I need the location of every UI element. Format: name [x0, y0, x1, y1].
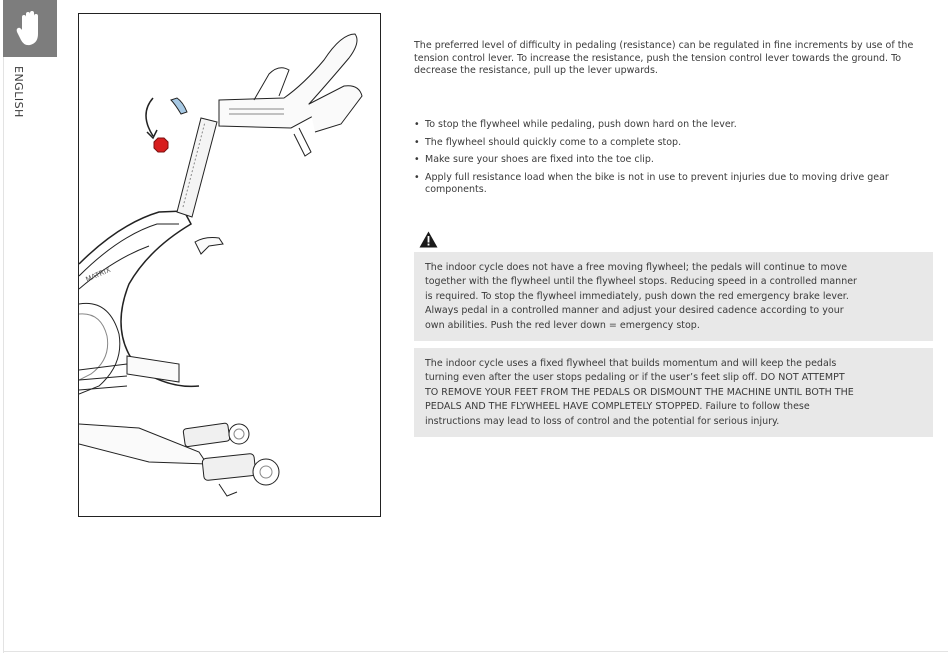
list-item: • To stop the flywheel while pedaling, push down hard on the lever.	[414, 119, 924, 132]
intro-paragraph: The preferred level of difficulty in pedaling (resistance) can be regulated in fine increments by use of the tension control lever. To increase the resistance, push the tension control lever towards the ground. To decrease the resistance, pull up the lever upwards.	[414, 40, 914, 77]
list-item: • Apply full resistance load when the bike is not in use to prevent injuries due to moving drive gear components.	[414, 172, 924, 197]
bike-illustration	[78, 13, 381, 517]
toe-clip-wheel-1	[229, 424, 249, 444]
list-item: • Make sure your shoes are fixed into the toe clip.	[414, 154, 924, 167]
hand-stop-icon	[15, 10, 45, 48]
section-tab	[3, 0, 57, 57]
warning-box-flywheel	[414, 252, 933, 341]
tension-lever	[171, 98, 187, 114]
warning-box-momentum	[414, 348, 933, 437]
warning-text: The indoor cycle does not have a free moving flywheel; the pedals will continue to move together with the flywheel until the flywheel stops. Reducing speed in a controlled manner is required. To stop the flywheel immediately, push down the red emergency brake lever. Always pedal in a controlled manner and adjust your desired cadence according to your own abilities. Push the red lever down = emergency stop.	[425, 262, 857, 331]
rotation-arrow	[146, 98, 153, 136]
stem	[177, 118, 217, 217]
safety-bullet-list	[414, 119, 924, 202]
page-border-bottom	[3, 651, 948, 652]
pedal-front	[183, 423, 230, 447]
language-label: ENGLISH	[12, 66, 25, 118]
warning-text: The indoor cycle uses a fixed flywheel that builds momentum and will keep the pedals turning even after the user stops pedaling or if the user’s feet slip off. DO NOT ATTEMPT TO REMOVE YOUR FEET FROM THE PEDALS OR DISMOUNT THE MACHINE UNTIL BOTH THE PEDALS AND THE FLYWHEEL HAVE COMPLETELY STOPPED. Failure to follow these instructions may lead to loss of control and the potential for serious injury.	[425, 358, 854, 427]
flywheel	[79, 303, 120, 394]
list-item: • The flywheel should quickly come to a complete stop.	[414, 137, 924, 150]
frame-brand-text: MATRIX	[84, 265, 112, 284]
toe-clip-wheel-2	[253, 459, 279, 485]
stop-marker	[154, 138, 168, 152]
page-border-left	[3, 0, 4, 653]
warning-triangle-icon	[419, 231, 438, 248]
pedal-rear	[202, 453, 256, 480]
